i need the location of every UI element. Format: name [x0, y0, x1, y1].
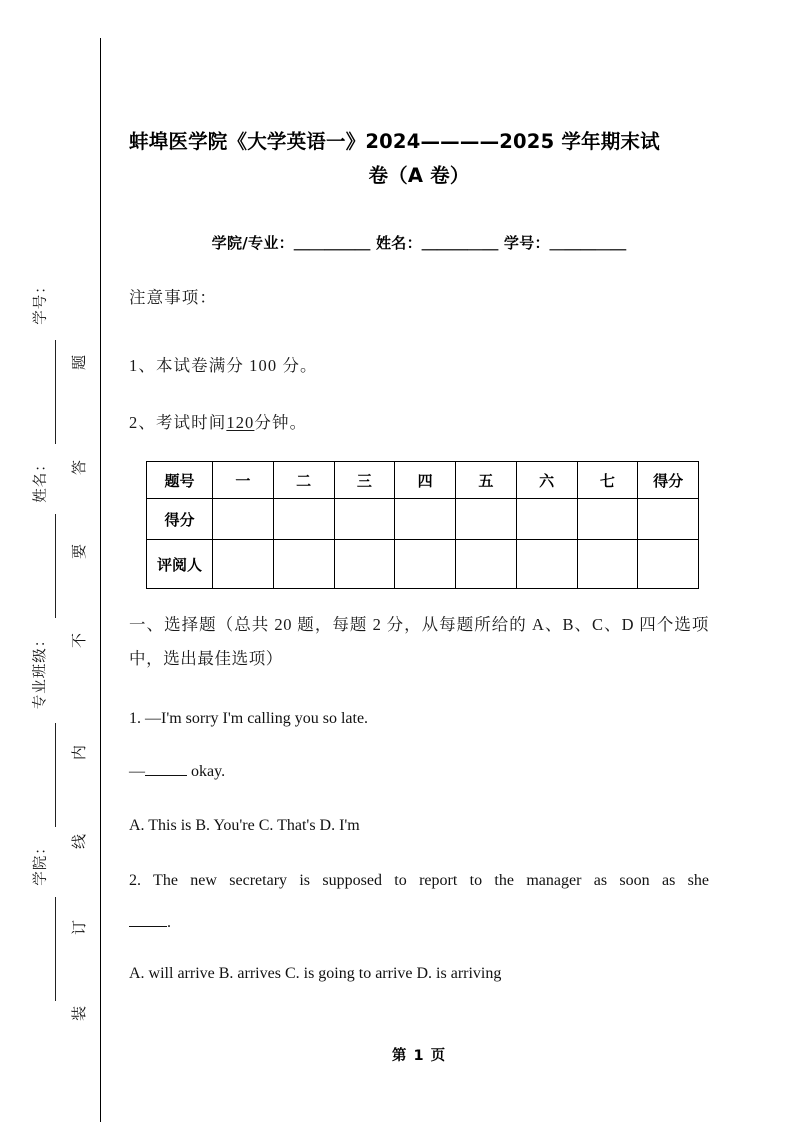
margin-warning-char-text: 题: [72, 354, 89, 370]
table-header-cell: 七: [577, 462, 638, 499]
table-cell[interactable]: [395, 499, 456, 540]
exam-title-line-2: 卷（A 卷）: [368, 164, 470, 187]
page-body: [129, 0, 709, 1122]
section-heading-1: 一、选择题（总共 20 题，每题 2 分，从每题所给的 A、B、C、D 四个选项中，选出最佳选项）: [129, 615, 709, 668]
margin-rule-college: [55, 897, 56, 1001]
margin-warning-char-text: 不: [72, 632, 89, 648]
margin-warning-char: [64, 452, 94, 482]
margin-warning-char: [64, 737, 94, 767]
margin-rule-class: [55, 723, 56, 827]
exam-duration-value: 120: [226, 413, 255, 432]
question-2-stem: 2. The new secretary is supposed to report to the manager as soon as she: [129, 872, 709, 889]
table-cell[interactable]: [577, 499, 638, 540]
margin-warning-char-text: 答: [72, 459, 89, 475]
question-1-number: 1.: [129, 710, 141, 727]
table-cell[interactable]: [213, 499, 274, 540]
notes-heading: 注意事项：: [129, 288, 217, 307]
margin-warning-char-text: 装: [72, 1005, 89, 1021]
table-header-cell: 一: [213, 462, 274, 499]
table-header-cell: 得分: [638, 462, 699, 499]
score-table: [146, 461, 699, 589]
margin-warning-char: [64, 625, 94, 655]
table-cell[interactable]: [638, 540, 699, 589]
table-cell[interactable]: [638, 499, 699, 540]
table-header-cell: 六: [516, 462, 577, 499]
note-item-2: [129, 409, 709, 433]
table-cell[interactable]: [273, 499, 334, 540]
margin-field-label: 专业班级：: [32, 631, 49, 710]
score-table-wrapper: [146, 461, 698, 589]
margin-field-student-id: [22, 262, 56, 340]
margin-field-name: [22, 444, 56, 514]
table-row-label: 得分: [147, 499, 213, 540]
table-cell[interactable]: [516, 499, 577, 540]
exam-title-line-1: 蚌埠医学院《大学英语一》2024————2025 学年期末试: [129, 130, 660, 153]
question-1-stem-text: —I'm sorry I'm calling you so late.: [145, 710, 369, 727]
table-cell[interactable]: [273, 540, 334, 589]
table-row: [147, 499, 699, 540]
margin-warning-char: [64, 912, 94, 942]
student-info-line: 学院/专业：＿＿＿＿＿ 姓名：＿＿＿＿＿ 学号：＿＿＿＿＿: [211, 234, 627, 252]
table-cell[interactable]: [516, 540, 577, 589]
table-header-cell: 五: [456, 462, 517, 499]
note-item-2-prefix: 2、考试时间: [129, 413, 227, 432]
question-1-blank[interactable]: [145, 762, 187, 776]
page-footer: 第 1 页: [391, 1048, 447, 1064]
margin-field-college: [22, 827, 56, 897]
note-item-1: 1、本试卷满分 100 分。: [129, 356, 318, 375]
margin-rule-name: [55, 514, 56, 618]
margin-field-label: 学院：: [32, 838, 49, 886]
question-2-blank[interactable]: [129, 913, 167, 927]
table-header-cell: 四: [395, 462, 456, 499]
table-cell[interactable]: [334, 499, 395, 540]
margin-warning-char: [64, 826, 94, 856]
binding-margin: [0, 0, 101, 1122]
margin-field-class: [22, 618, 56, 723]
table-header-cell: 三: [334, 462, 395, 499]
question-1-stem: [129, 704, 709, 734]
question-1-options: A. This is B. You're C. That's D. I'm: [129, 817, 360, 834]
table-cell[interactable]: [577, 540, 638, 589]
table-row-header: [147, 462, 699, 499]
question-2-stem-tail: [129, 908, 709, 938]
margin-field-label: 学号：: [32, 277, 49, 325]
exam-title: [129, 125, 709, 193]
binding-vertical-rule: [100, 38, 101, 1122]
table-header-cell: 题号: [147, 462, 213, 499]
table-row: [147, 540, 699, 589]
question-1-reply: [129, 757, 709, 787]
table-header-cell: 二: [273, 462, 334, 499]
margin-warning-char-text: 内: [72, 744, 89, 760]
margin-warning-char-text: 订: [72, 919, 89, 935]
question-1-reply-prefix: —: [129, 763, 145, 780]
margin-field-label: 姓名：: [32, 455, 49, 503]
note-item-2-suffix: 分钟。: [254, 413, 308, 432]
margin-rule-student-id: [55, 340, 56, 444]
question-2-stem-tail-text: .: [167, 914, 171, 931]
page-title: [129, 125, 709, 193]
margin-warning-char-text: 要: [72, 543, 89, 559]
question-1-reply-suffix: okay.: [191, 763, 226, 780]
table-cell[interactable]: [456, 540, 517, 589]
margin-warning-char: [64, 536, 94, 566]
table-cell[interactable]: [213, 540, 274, 589]
margin-warning-char-text: 线: [72, 833, 89, 849]
table-cell[interactable]: [334, 540, 395, 589]
table-cell[interactable]: [395, 540, 456, 589]
margin-warning-char: [64, 998, 94, 1028]
question-2-options: A. will arrive B. arrives C. is going to arrive D. is arriving: [129, 965, 502, 982]
margin-warning-char: [64, 347, 94, 377]
table-row-label: 评阅人: [147, 540, 213, 589]
table-cell[interactable]: [456, 499, 517, 540]
